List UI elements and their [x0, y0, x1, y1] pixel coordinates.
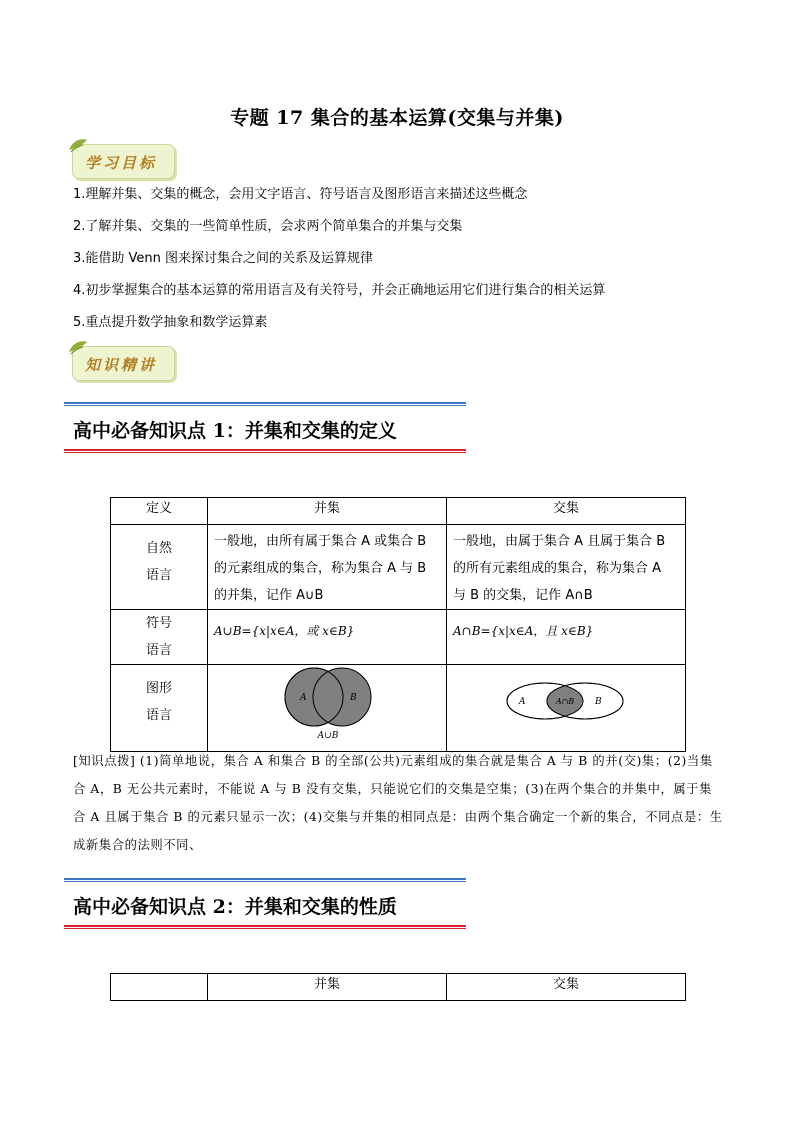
objective-item: 4.初步掌握集合的基本运算的常用语言及有关符号，并会正确地运用它们进行集合的相关运算 [73, 283, 606, 298]
section1-heading: 高中必备知识点 1：并集和交集的定义 [73, 420, 397, 442]
intersection-venn-diagram [447, 665, 685, 747]
heading-bottom-rule [64, 449, 466, 453]
set-a-label: A [519, 697, 526, 707]
table-row [111, 665, 686, 752]
section1-heading-block [64, 402, 466, 453]
text-line: 的并集，记作 A∪B [214, 588, 324, 603]
union-definition [208, 525, 447, 610]
table-header-cell: 交集 [447, 974, 686, 1001]
table-header-cell: 并集 [208, 974, 447, 1001]
section2-heading: 高中必备知识点 2：并集和交集的性质 [73, 896, 397, 918]
objective-item: 5.重点提升数学抽象和数学运算素 [73, 315, 268, 330]
table-header-cell: 并集 [208, 498, 447, 525]
intersection-label: A∩B [555, 697, 575, 706]
intersection-symbol [447, 610, 686, 665]
objective-item: 3.能借助 Venn 图来探讨集合之间的关系及运算规律 [73, 251, 374, 266]
table-row [111, 610, 686, 665]
union-symbol [208, 610, 447, 665]
union-diagram-cell [208, 665, 447, 752]
union-venn-diagram [208, 665, 446, 747]
table-header-row [111, 498, 686, 525]
text-line: 一般地，由属于集合 A 且属于集合 B [453, 534, 666, 549]
properties-table [110, 973, 686, 1001]
knowledge-label: 知识精讲 [85, 356, 158, 374]
row-label-line: 自然 [145, 541, 172, 556]
text-line: A∩B={x|x∈A，且 x∈B} [453, 624, 594, 638]
text-line: 一般地，由所有属于集合 A 或集合 B [214, 534, 427, 549]
row-label [111, 610, 208, 665]
row-label-line: 符号 [145, 616, 172, 631]
definition-table [110, 497, 686, 752]
intersection-diagram-cell [447, 665, 686, 752]
knowledge-badge [72, 346, 175, 381]
row-label-line: 语言 [145, 568, 172, 583]
intersection-definition [447, 525, 686, 610]
text-line: 的所有元素组成的集合，称为集合 A [453, 561, 662, 576]
row-label-line: 语言 [145, 643, 172, 658]
knowledge-note: [知识点拨] (1)简单地说，集合 A 和集合 B 的全部(公共)元素组成的集合就是集合 A 与 B 的并(交)集；(2)当集合 A，B 无公共元素时，不能说 A 与 B 没有交集，只能说它们的交集是空集；(3)在两个集合的并集中，属于集合 A 且属于集合 B 的元素只显示一次；(4)交集与并集的相同点是：由两个集合确定一个新的集合，不同点是：生成新集合的法则不同、 [73, 754, 723, 852]
text-line: 与 B 的交集，记作 A∩B [453, 588, 593, 603]
union-caption: A∪B [317, 731, 339, 741]
page-title: 专题 17 集合的基本运算(交集与并集) [230, 107, 564, 129]
row-label [111, 665, 208, 752]
table-row [111, 525, 686, 610]
text-line: 的元素组成的集合，称为集合 A 与 B [214, 561, 427, 576]
table-header-cell: 定义 [111, 498, 208, 525]
learning-goals-badge [72, 144, 175, 179]
learning-goals-label: 学习目标 [85, 154, 158, 172]
objective-item: 1.理解并集、交集的概念，会用文字语言、符号语言及图形语言来描述这些概念 [73, 187, 528, 202]
table-header-cell [111, 974, 208, 1001]
section2-heading-block [64, 878, 466, 929]
row-label [111, 525, 208, 610]
set-b-label: B [595, 697, 602, 707]
row-label-line: 图形 [145, 681, 172, 696]
table-header-row [111, 974, 686, 1001]
objective-item: 2.了解并集、交集的一些简单性质，会求两个简单集合的并集与交集 [73, 219, 463, 234]
heading-bottom-rule [64, 925, 466, 929]
set-a-label: A [300, 693, 307, 703]
text-line: A∪B={x|x∈A，或 x∈B} [214, 624, 355, 638]
set-b-label: B [350, 693, 357, 703]
row-label-line: 语言 [145, 708, 172, 723]
table-header-cell: 交集 [447, 498, 686, 525]
